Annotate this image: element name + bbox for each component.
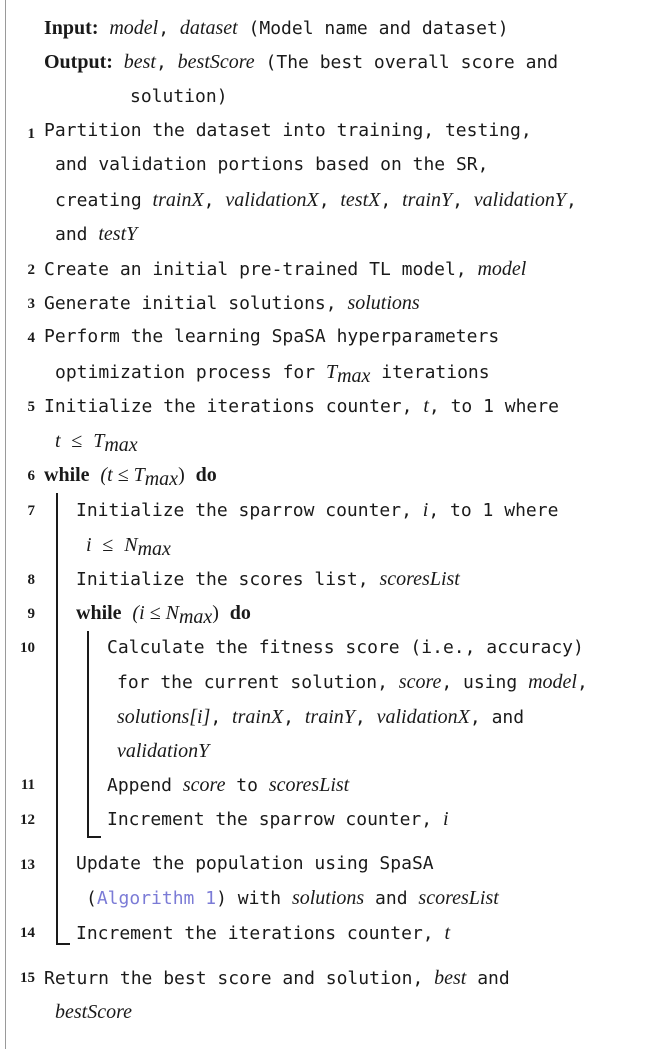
step-13-line-1 bbox=[76, 847, 434, 881]
step-1-line-2 bbox=[55, 148, 488, 182]
step-10-text: Calculate the fitness score (i.e., accuracy) bbox=[107, 637, 584, 658]
var-scoreslist: scoresList bbox=[418, 887, 499, 909]
line-number: 5 bbox=[27, 399, 35, 415]
step-1-line-4 bbox=[55, 217, 137, 251]
step-15-line-2 bbox=[55, 995, 132, 1029]
inner-loop-bar bbox=[87, 631, 89, 836]
step-3 bbox=[44, 286, 420, 320]
while-condition: (t ≤ T bbox=[100, 464, 145, 486]
step-14 bbox=[76, 916, 450, 950]
var-N: N bbox=[124, 534, 138, 556]
step-12-text: Increment the sparrow counter, bbox=[107, 809, 433, 830]
step-13-text: Update the population using SpaSA bbox=[76, 853, 434, 874]
step-1-line-3: creating trainX, validationX, testX, trainY, validationY, bbox=[55, 189, 577, 211]
leq-symbol: ≤ bbox=[102, 534, 114, 556]
var-best: best bbox=[434, 967, 467, 989]
inner-loop-foot bbox=[87, 836, 101, 838]
var-trainx: trainX bbox=[232, 706, 284, 728]
var-trainx: trainX bbox=[152, 189, 204, 211]
paren-close: ) bbox=[212, 602, 219, 624]
step-11 bbox=[107, 768, 349, 802]
step-1-cont: and validation portions based on the SR, bbox=[55, 154, 489, 175]
output-comment-cont bbox=[130, 80, 228, 114]
step-6-while bbox=[44, 458, 217, 492]
step-1-text: Partition the dataset into training, testing, bbox=[44, 120, 532, 141]
var-validationy: validationY bbox=[473, 189, 567, 211]
step-10-line-3: solutions[i], trainX, trainY, validationX, and bbox=[117, 706, 525, 728]
and-word: and bbox=[477, 968, 510, 989]
step-2 bbox=[44, 252, 526, 286]
step-10-line-4 bbox=[117, 734, 209, 768]
var-t: t bbox=[55, 430, 61, 452]
var-validationx: validationX bbox=[225, 189, 319, 211]
step-15-text: Return the best score and solution, bbox=[44, 968, 424, 989]
do-keyword: do bbox=[195, 464, 217, 486]
output-line: Output: best, bestScore (The best overall score and bbox=[44, 51, 559, 73]
step-4-line-2 bbox=[55, 355, 490, 389]
var-validationx: validationX bbox=[376, 706, 470, 728]
and-word: and bbox=[55, 224, 88, 245]
step-10-mid: using bbox=[463, 672, 518, 693]
step-4-line-1 bbox=[44, 320, 499, 354]
line-number: 10 bbox=[20, 640, 35, 656]
algorithm-1-link[interactable]: Algorithm 1 bbox=[96, 888, 217, 909]
step-1-line-1 bbox=[44, 114, 532, 148]
step-7-text: Initialize the sparrow counter, bbox=[76, 500, 412, 521]
var-i: i bbox=[86, 534, 92, 556]
var-solutions: solutions bbox=[347, 292, 420, 314]
line-number: 4 bbox=[27, 330, 35, 346]
paren-close: ) bbox=[178, 464, 185, 486]
var-t: t bbox=[423, 395, 429, 417]
var-i: i bbox=[422, 499, 429, 521]
step-8 bbox=[76, 562, 460, 596]
var-model: model bbox=[477, 258, 527, 280]
while-keyword: while bbox=[76, 602, 122, 624]
output-keyword: Output: bbox=[44, 51, 113, 73]
left-frame-line bbox=[5, 0, 6, 1049]
step-7-line-2 bbox=[86, 528, 171, 562]
var-t: t bbox=[444, 922, 451, 944]
line-number: 8 bbox=[27, 572, 35, 588]
line-number: 2 bbox=[27, 262, 35, 278]
step-3-text: Generate initial solutions, bbox=[44, 293, 337, 314]
outer-loop-foot bbox=[56, 943, 70, 945]
step-10-line-2: for the current solution, score, using model, bbox=[117, 671, 588, 693]
outer-loop-bar bbox=[56, 493, 58, 943]
step-7-tail: to 1 where bbox=[450, 500, 559, 521]
line-number: 15 bbox=[20, 970, 35, 986]
input-line: Input: model, dataset (Model name and dataset) bbox=[44, 17, 509, 39]
line-number: 3 bbox=[27, 296, 35, 312]
step-2-text: Create an initial pre-trained TL model, bbox=[44, 259, 467, 280]
with-word: with bbox=[237, 888, 282, 909]
var-solutions: solutions bbox=[291, 887, 365, 909]
input-comment: (Model name and dataset) bbox=[248, 18, 509, 39]
var-T: T bbox=[325, 361, 338, 383]
step-14-text: Increment the iterations counter, bbox=[76, 923, 434, 944]
line-number: 12 bbox=[20, 812, 35, 828]
var-solutions-i: solutions[i] bbox=[117, 706, 211, 728]
step-10-line-1 bbox=[107, 631, 584, 665]
and-word: and bbox=[375, 888, 408, 909]
step-4-tail: iterations bbox=[381, 362, 490, 383]
line-number: 13 bbox=[20, 857, 35, 873]
var-T: T bbox=[93, 430, 105, 452]
while-keyword: while bbox=[44, 464, 90, 486]
subscript-max: max bbox=[337, 365, 371, 387]
and-word: and bbox=[491, 707, 525, 728]
step-5-text: Initialize the iterations counter, bbox=[44, 396, 413, 417]
output-comment-cont-text: solution) bbox=[130, 86, 228, 107]
line-number: 11 bbox=[20, 777, 35, 793]
var-trainy: trainY bbox=[304, 706, 355, 728]
line-number: 14 bbox=[20, 925, 35, 941]
step-15-line-1 bbox=[44, 961, 510, 995]
output-var-best: best bbox=[123, 51, 156, 73]
leq-symbol: ≤ bbox=[71, 430, 83, 452]
step-4-text: Perform the learning SpaSA hyperparameters bbox=[44, 326, 500, 347]
step-11-append: Append bbox=[107, 775, 173, 796]
subscript-max: max bbox=[104, 434, 138, 456]
step-12 bbox=[107, 802, 449, 836]
step-8-text: Initialize the scores list, bbox=[76, 569, 369, 590]
step-11-to: to bbox=[236, 775, 258, 796]
var-model: model bbox=[528, 671, 577, 693]
input-keyword: Input: bbox=[44, 17, 99, 39]
step-4-cont: optimization process for bbox=[55, 362, 316, 383]
subscript-max: max bbox=[137, 538, 171, 560]
output-comment: (The best overall score and bbox=[265, 52, 559, 73]
step-13-line-2: (Algorithm 1) with solutions and scoresList bbox=[86, 887, 499, 909]
var-score: score bbox=[398, 671, 442, 693]
var-bestscore: bestScore bbox=[55, 1001, 133, 1023]
while-condition: (i ≤ N bbox=[132, 602, 179, 624]
step-7-line-1: Initialize the sparrow counter, i, to 1 where bbox=[76, 499, 559, 521]
var-i: i bbox=[442, 808, 449, 830]
step-10-cont: for the current solution, bbox=[117, 672, 388, 693]
var-score: score bbox=[182, 774, 226, 796]
step-5-line-1: Initialize the iterations counter, t, to 1 where bbox=[44, 395, 559, 417]
var-testx: testX bbox=[340, 189, 381, 211]
var-scoreslist: scoresList bbox=[379, 568, 460, 590]
subscript-max: max bbox=[178, 606, 213, 628]
do-keyword: do bbox=[229, 602, 251, 624]
var-validationy: validationY bbox=[117, 740, 210, 762]
var-scoreslist: scoresList bbox=[268, 774, 350, 796]
output-var-bestscore: bestScore bbox=[177, 51, 255, 73]
line-number: 7 bbox=[27, 503, 35, 519]
line-number: 6 bbox=[27, 468, 35, 484]
step-9-while bbox=[76, 596, 251, 630]
line-number: 9 bbox=[27, 606, 35, 622]
step-5-line-2 bbox=[55, 424, 138, 458]
step-5-tail: to 1 where bbox=[450, 396, 559, 417]
var-trainy: trainY bbox=[402, 189, 453, 211]
subscript-max: max bbox=[144, 468, 179, 490]
input-var-dataset: dataset bbox=[179, 17, 238, 39]
var-testy: testY bbox=[98, 223, 138, 245]
line-number: 1 bbox=[27, 126, 35, 142]
step-1-prefix: creating bbox=[55, 190, 142, 211]
input-var-model: model bbox=[109, 17, 159, 39]
